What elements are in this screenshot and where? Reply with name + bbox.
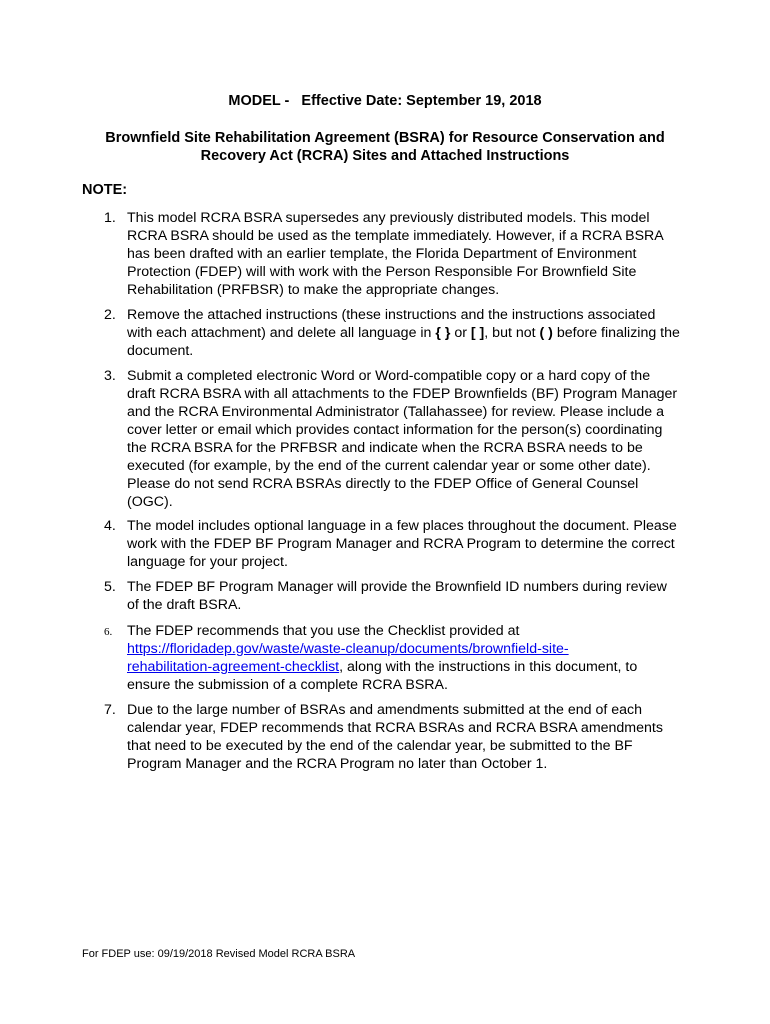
list-item-text: The FDEP BF Program Manager will provide the Brownfield ID numbers during review of the draft BSRA.	[127, 579, 667, 613]
list-number: 1.	[104, 210, 116, 226]
list-item-4	[82, 517, 682, 571]
text-segment: , but not	[484, 325, 540, 341]
list-number: 3.	[104, 368, 116, 384]
braces-bold: { }	[435, 325, 451, 341]
list-item-text: Submit a completed electronic Word or Word-compatible copy or a hard copy of the draft RCRA BSRA with all attachments to the FDEP Brownfields (BF) Program Manager and the RCRA Environmental Administrator (Tallahassee) for review. Please include a cover letter or email which provides contact information for the person(s) coordinating the RCRA BSRA for the PRFBSR and indicate when the RCRA BSRA needs to be executed (for example, by the end of the current calendar year or some other date). Please do not send RCRA BSRAs directly to the FDEP Office of General Counsel (OGC).	[127, 368, 678, 510]
parentheses-bold: ( )	[539, 325, 553, 341]
list-number: 4.	[104, 518, 116, 534]
list-number: 7.	[104, 702, 116, 718]
title-line-2: Recovery Act (RCRA) Sites and Attached Instructions	[200, 148, 570, 164]
text-segment: The FDEP recommends that you use the Checklist provided at	[127, 623, 520, 639]
list-item-text	[127, 622, 682, 694]
list-item-5	[82, 578, 682, 614]
list-item-6	[82, 622, 682, 694]
list-item-text: This model RCRA BSRA supersedes any previously distributed models. This model RCRA BSRA should be used as the template immediately. However, if a RCRA BSRA has been drafted with an earlier template, the Florida Department of Environment Protection (FDEP) will with work with the Person Responsible For Brownfield Site Rehabilitation (PRFBSR) to make the appropriate changes.	[127, 210, 663, 298]
document-header: MODEL - Effective Date: September 19, 2018	[228, 93, 542, 109]
list-number: 6.	[104, 626, 113, 638]
list-number: 2.	[104, 307, 116, 323]
list-item-7	[82, 701, 682, 773]
list-item-1	[82, 209, 682, 299]
list-item-3	[82, 367, 682, 511]
text-segment: Remove the attached instructions (these instructions and the instructions associated with each attachment) and delete all language in	[127, 307, 656, 341]
text-segment: before finalizing the document.	[127, 325, 680, 359]
list-item-text: The model includes optional language in a few places throughout the document. Please work with the FDEP BF Program Manager and RCRA Program to determine the correct language for your project.	[127, 518, 677, 570]
document-title	[60, 129, 710, 165]
note-label: NOTE:	[82, 182, 128, 198]
text-segment: or	[450, 325, 471, 341]
page-footer: For FDEP use: 09/19/2018 Revised Model RCRA BSRA	[82, 948, 356, 960]
link-line-2: rehabilitation-agreement-checklist	[127, 659, 340, 675]
link-line-1: https://floridadep.gov/waste/waste-cleanup/documents/brownfield-site-	[127, 641, 569, 657]
list-item-text	[127, 306, 682, 360]
list-item-text: Due to the large number of BSRAs and amendments submitted at the end of each calendar year, FDEP recommends that RCRA BSRAs and RCRA BSRA amendments that need to be executed by the end of the calendar year, be submitted to the BF Program Manager and the RCRA Program no later than October 1.	[127, 702, 663, 772]
brackets-bold: [ ]	[470, 325, 485, 341]
title-line-1: Brownfield Site Rehabilitation Agreement (BSRA) for Resource Conservation and	[105, 130, 665, 146]
list-number: 5.	[104, 579, 116, 595]
list-item-2	[82, 306, 682, 360]
text-segment: , along with the instructions in this document, to ensure the submission of a complete RCRA BSRA.	[127, 659, 638, 693]
